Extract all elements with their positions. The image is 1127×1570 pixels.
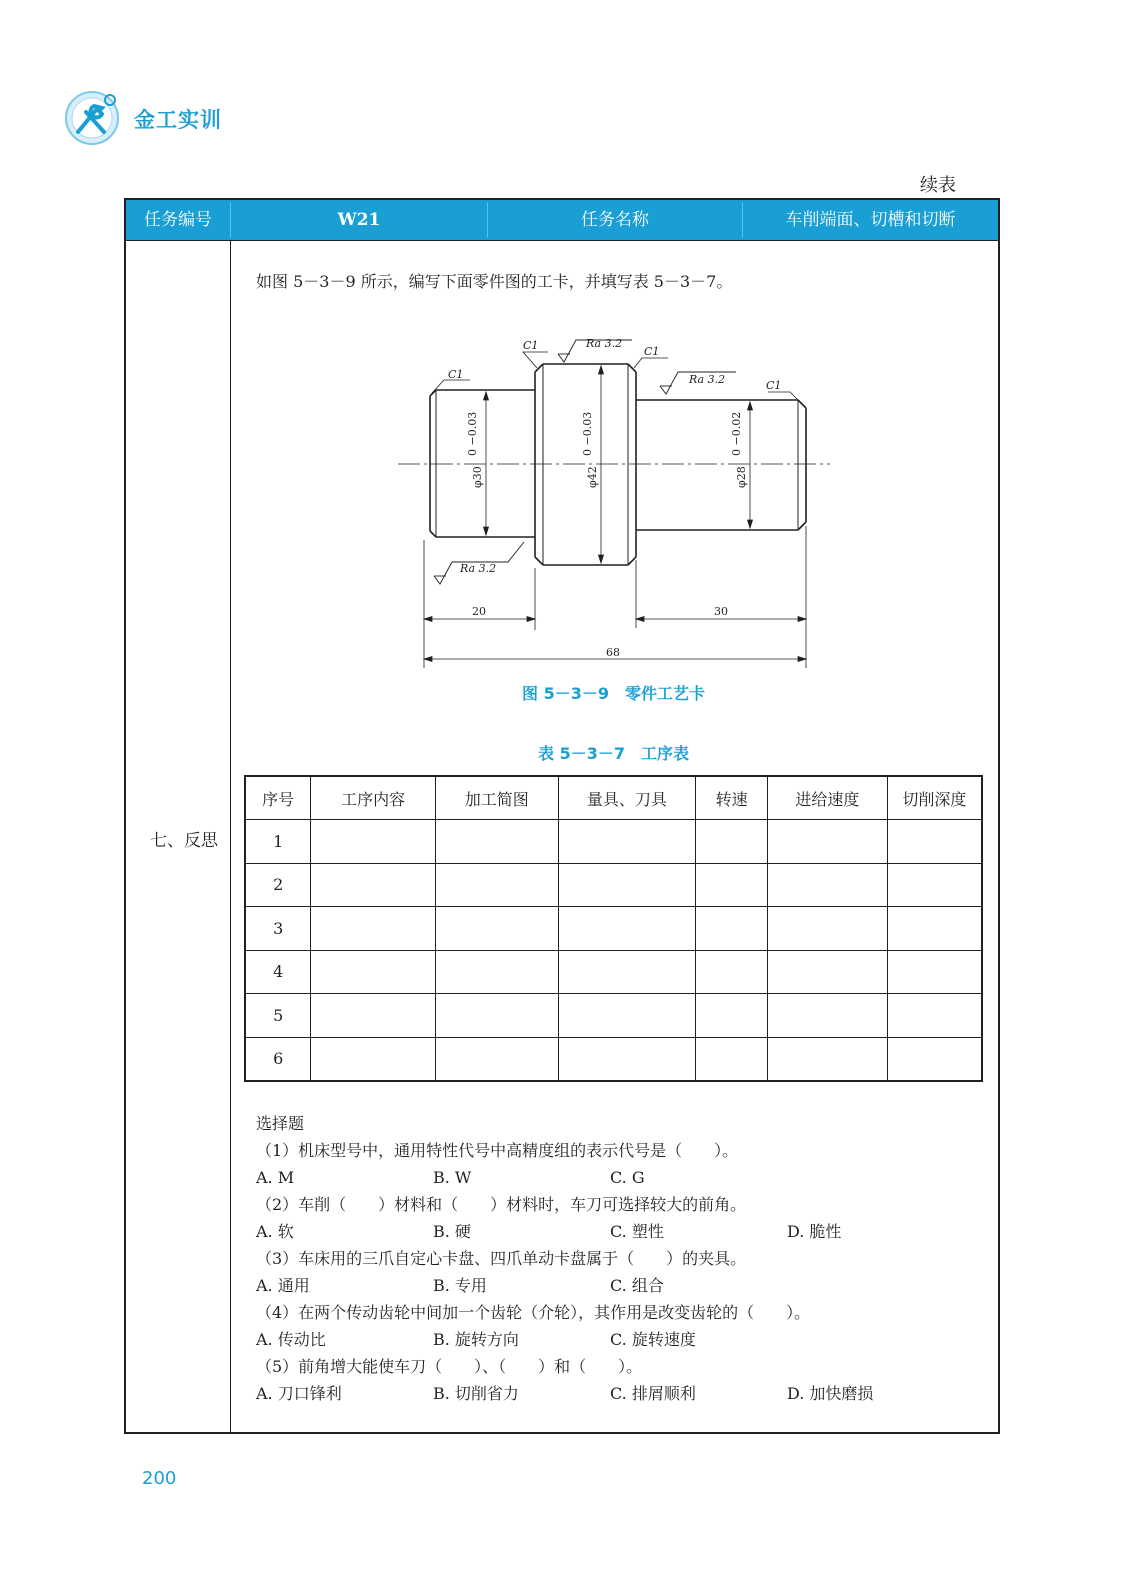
table-cell[interactable] <box>768 820 888 864</box>
col-header: 加工简图 <box>435 776 558 820</box>
row-number: 2 <box>245 863 311 907</box>
option[interactable]: A. 刀口锋利 <box>256 1384 342 1403</box>
question-1: （1）机床型号中，通用特性代号中高精度组的表示代号是（ ）。 <box>256 1141 739 1160</box>
table-cell[interactable] <box>887 1037 982 1081</box>
col-header: 工序内容 <box>311 776 436 820</box>
option[interactable]: C. 排屑顺利 <box>610 1384 696 1403</box>
table-cell[interactable] <box>696 863 768 907</box>
table-cell[interactable] <box>887 863 982 907</box>
option[interactable]: A. 通用 <box>256 1276 310 1295</box>
option[interactable]: B. 切削省力 <box>433 1384 519 1403</box>
table-cell[interactable] <box>887 907 982 951</box>
table-cell[interactable] <box>311 863 436 907</box>
part-drawing <box>380 328 840 678</box>
dim-right: 30 <box>714 605 728 618</box>
table-cell[interactable] <box>887 994 982 1038</box>
option[interactable]: C. 组合 <box>610 1276 664 1295</box>
table-cell[interactable] <box>311 950 436 994</box>
dim-total: 68 <box>606 646 620 659</box>
table-cell[interactable] <box>311 820 436 864</box>
option[interactable]: C. 塑性 <box>610 1222 664 1241</box>
table-cell[interactable] <box>887 950 982 994</box>
table-cell[interactable] <box>558 950 696 994</box>
dia-left-tol: 0 −0.03 <box>466 411 479 456</box>
table-cell[interactable] <box>696 907 768 951</box>
continued-label: 续表 <box>920 175 956 196</box>
table-cell[interactable] <box>435 994 558 1038</box>
dia-mid-tol: 0 −0.03 <box>581 411 594 456</box>
task-name-label: 任务名称 <box>581 210 649 230</box>
table-cell[interactable] <box>768 1037 888 1081</box>
table-cell[interactable] <box>696 1037 768 1081</box>
table-cell[interactable] <box>435 863 558 907</box>
table-cell[interactable] <box>768 907 888 951</box>
col-header: 切削深度 <box>887 776 982 820</box>
col-header: 序号 <box>245 776 311 820</box>
col-header: 量具、刀具 <box>558 776 696 820</box>
option[interactable]: C. G <box>610 1168 645 1187</box>
options-2 <box>256 1218 964 1245</box>
task-name-value: 车削端面、切槽和切断 <box>785 210 956 230</box>
table-cell[interactable] <box>696 820 768 864</box>
table-row <box>245 863 982 907</box>
dia-right-label: φ28 <box>735 466 748 488</box>
table-caption: 表 5－3－7 工序表 <box>538 744 689 763</box>
table-row <box>245 820 982 864</box>
table-row <box>245 1037 982 1081</box>
table-cell[interactable] <box>558 863 696 907</box>
chamfer-mid-left: C1 <box>523 339 539 352</box>
roughness-mid: Ra 3.2 <box>586 337 623 350</box>
table-cell[interactable] <box>768 863 888 907</box>
table-cell[interactable] <box>558 1037 696 1081</box>
table-cell[interactable] <box>311 907 436 951</box>
option[interactable]: B. 旋转方向 <box>433 1330 519 1349</box>
dia-left-label: φ30 <box>471 466 484 488</box>
table-cell[interactable] <box>311 1037 436 1081</box>
option[interactable]: D. 脆性 <box>787 1222 842 1241</box>
dim-left: 20 <box>472 605 486 618</box>
brand-title: 金工实训 <box>134 108 222 132</box>
table-cell[interactable] <box>435 820 558 864</box>
roughness-left: Ra 3.2 <box>460 562 497 575</box>
roughness-right: Ra 3.2 <box>689 373 726 386</box>
table-cell[interactable] <box>696 994 768 1038</box>
table-row <box>245 994 982 1038</box>
option[interactable]: B. 硬 <box>433 1222 471 1241</box>
chamfer-mid-right: C1 <box>644 345 660 358</box>
option[interactable]: A. 软 <box>256 1222 294 1241</box>
table-cell[interactable] <box>558 907 696 951</box>
task-id-value: W21 <box>337 210 381 230</box>
logo-icon <box>64 88 124 148</box>
table-cell[interactable] <box>435 907 558 951</box>
section-label: 七、反思 <box>150 831 218 851</box>
options-1 <box>256 1164 964 1191</box>
options-4 <box>256 1326 964 1353</box>
table-cell[interactable] <box>558 994 696 1038</box>
quiz-title: 选择题 <box>256 1114 305 1133</box>
option[interactable]: D. 加快磨损 <box>787 1384 874 1403</box>
question-5: （5）前角增大能使车刀（ ）、（ ）和（ ）。 <box>256 1357 643 1376</box>
table-cell[interactable] <box>435 950 558 994</box>
process-table-header <box>245 776 982 820</box>
table-row <box>245 907 982 951</box>
intro-text: 如图 5－3－9 所示，编写下面零件图的工卡，并填写表 5－3－7。 <box>256 272 733 291</box>
table-cell[interactable] <box>768 994 888 1038</box>
row-number: 3 <box>245 907 311 951</box>
table-cell[interactable] <box>696 950 768 994</box>
table-row <box>245 950 982 994</box>
chamfer-right: C1 <box>766 379 782 392</box>
option[interactable]: B. 专用 <box>433 1276 487 1295</box>
table-cell[interactable] <box>768 950 888 994</box>
dia-right-tol: 0 −0.02 <box>730 411 743 456</box>
option[interactable]: A. M <box>256 1168 295 1187</box>
table-cell[interactable] <box>558 820 696 864</box>
row-number: 6 <box>245 1037 311 1081</box>
col-header: 转速 <box>696 776 768 820</box>
options-5 <box>256 1380 964 1407</box>
options-3 <box>256 1272 964 1299</box>
table-cell[interactable] <box>887 820 982 864</box>
table-cell[interactable] <box>435 1037 558 1081</box>
option[interactable]: B. W <box>433 1168 472 1187</box>
col-header: 进给速度 <box>768 776 888 820</box>
quiz-section <box>256 1110 964 1407</box>
figure-caption: 图 5－3－9 零件工艺卡 <box>522 684 705 703</box>
option[interactable]: C. 旋转速度 <box>610 1330 696 1349</box>
row-number: 4 <box>245 950 311 994</box>
dia-mid-label: φ42 <box>586 466 599 488</box>
question-3: （3）车床用的三爪自定心卡盘、四爪单动卡盘属于（ ）的夹具。 <box>256 1249 747 1268</box>
row-number: 5 <box>245 994 311 1038</box>
question-2: （2）车削（ ）材料和（ ）材料时，车刀可选择较大的前角。 <box>256 1195 747 1214</box>
page-number: 200 <box>142 1468 177 1489</box>
task-id-label: 任务编号 <box>144 210 212 230</box>
process-table <box>244 775 983 1082</box>
row-number: 1 <box>245 820 311 864</box>
question-4: （4）在两个传动齿轮中间加一个齿轮（介轮），其作用是改变齿轮的（ ）。 <box>256 1303 811 1322</box>
table-cell[interactable] <box>311 994 436 1038</box>
task-table-header <box>126 200 998 240</box>
chamfer-left: C1 <box>448 368 464 381</box>
option[interactable]: A. 传动比 <box>256 1330 326 1349</box>
